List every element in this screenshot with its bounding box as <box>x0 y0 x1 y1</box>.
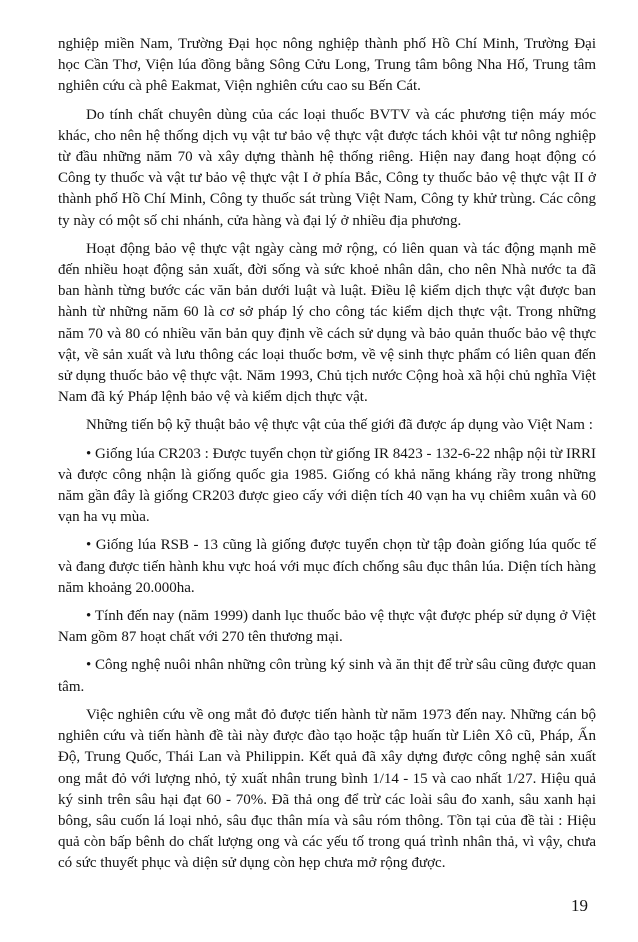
bullet-rice-cr203: • Giống lúa CR203 : Được tuyển chọn từ giống IR 8423 - 132-6-22 nhập nội từ IRRI và được công nhận là giống quốc gia 1985. Giống có khả năng kháng rầy trong những năm gần đây là giống CR203 được gieo cấy với diện tích 40 vạn ha vụ chiêm xuân và 60 vạn ha vụ mùa. <box>58 445 596 526</box>
paragraph-plant-protection-law: Hoạt động bảo vệ thực vật ngày càng mở rộng, có liên quan và tác động mạnh mẽ đến nhiều hoạt động sản xuất, đời sống và sức khoẻ nhân dân, cho nên Nhà nước ta đã ban hành từng bước các văn bản dưới luật và luật. Điều lệ kiểm dịch thực vật được ban hành từ những năm 60 là cơ sở pháp lý cho công tác kiểm dịch thực vật. Trong những năm 70 và 80 có nhiều văn bản quy định về cách sử dụng và bảo quản thuốc bảo vệ thực vật, về sản xuất và lưu thông các loại thuốc bơm, về vệ sinh thực phẩm có liên quan đến sử dụng thuốc bảo vệ thực vật. Năm 1993, Chủ tịch nước Cộng hoà xã hội chủ nghĩa Việt Nam đã ký Pháp lệnh bảo vệ và kiểm dịch thực vật. <box>58 240 596 406</box>
page-number: 19 <box>571 896 588 915</box>
bullet-pesticide-list: • Tính đến nay (năm 1999) danh lục thuốc bảo vệ thực vật được phép sử dụng ở Việt Nam gồm 87 hoạt chất với 270 tên thương mại. <box>58 608 596 646</box>
paragraph-pesticide-services: Do tính chất chuyên dùng của các loại thuốc BVTV và các phương tiện máy móc khác, cho nên hệ thống dịch vụ vật tư bảo vệ thực vật được tách khỏi vật tư nông nghiệp từ đầu những năm 70 và xây dựng thành hệ thống riêng. Hiện nay đang hoạt động có Công ty thuốc và vật tư bảo vệ thực vật I ở phía Bắc, Công ty thuốc bảo vệ thực vật II ở thành phố Hồ Chí Minh, Công ty thuốc sát trùng Việt Nam, Công ty khử trùng. Các công ty này có một số chi nhánh, cửa hàng và đại lý ở nhiều địa phương. <box>58 106 596 229</box>
page-body <box>58 34 596 875</box>
paragraph-trichogramma-research: Việc nghiên cứu về ong mắt đỏ được tiến hành từ năm 1973 đến nay. Những cán bộ nghiên cứu và tiến hành đề tài này được đào tạo hoặc tập huấn từ Liên Xô cũ, Pháp, Ấn Độ, Trung Quốc, Thái Lan và Philippin. Kết quả đã xây dựng được công nghệ sản xuất ong mắt đỏ với lượng nhỏ, tỷ xuất nhân trung bình 1/14 - 15 và cao nhất 1/27. Hiệu quả ký sinh trên sâu hại đạt 60 - 70%. Đã thả ong để trừ các loài sâu đo xanh, sâu xanh hại bông, sâu cuốn lá loại nhỏ, sâu đục thân mía và sâu róm thông. Tồn tại của đề tài : Hiệu quả còn bấp bênh do chất lượng ong và các yếu tố trong quá trình nhân thả, vì vậy, chưa có sức thuyết phục và diện sử dụng còn hẹp chưa mở rộng được. <box>58 706 596 872</box>
bullet-rice-rsb13: • Giống lúa RSB - 13 cũng là giống được tuyển chọn từ tập đoàn giống lúa quốc tế và đang được tiến hành khu vực hoá với mục đích chống sâu đục thân lúa. Diện tích hàng năm khoảng 20.000ha. <box>58 537 596 596</box>
paragraph-technical-progress-intro: Những tiến bộ kỹ thuật bảo vệ thực vật của thế giới đã được áp dụng vào Việt Nam : <box>86 417 593 434</box>
paragraph-continuation: nghiệp miền Nam, Trường Đại học nông nghiệp thành phố Hồ Chí Minh, Trường Đại học Cần Thơ, Viện lúa đồng bằng Sông Cửu Long, Trung tâm bông Nha Hố, Trung tâm nghiên cứu cà phê Eakmat, Viện nghiên cứu cao su Bến Cát. <box>58 36 596 95</box>
bullet-biological-control: • Công nghệ nuôi nhân những côn trùng ký sinh và ăn thịt để trừ sâu cũng được quan tâm. <box>58 657 596 695</box>
